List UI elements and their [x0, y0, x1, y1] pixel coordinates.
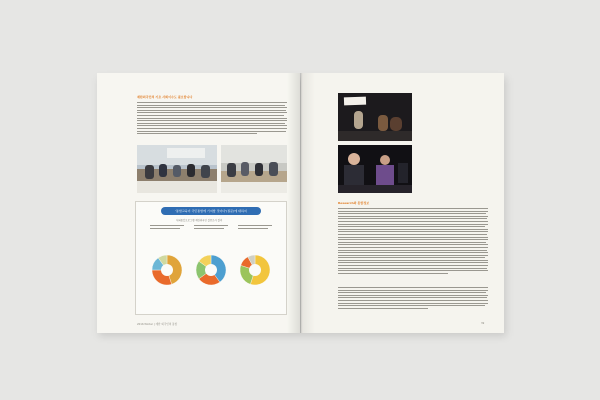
pie-center — [161, 264, 173, 276]
pie-center — [249, 264, 261, 276]
left-heading: 재한외국인의 기초 사회이수도 필요합니다 — [137, 95, 193, 99]
survey-infobox — [135, 201, 287, 315]
right-paragraph-2 — [338, 287, 488, 310]
magazine-spread — [97, 73, 504, 333]
pie-charts — [136, 202, 286, 314]
concert-photo-top — [338, 93, 412, 141]
pie-center — [205, 264, 217, 276]
infobox-subtitle: 사회통합프로그램 재한외국인 설문조사 결과 — [176, 219, 223, 222]
meeting-photo-right — [221, 145, 287, 193]
concert-photo-bottom — [338, 145, 412, 193]
right-heading: Research와 통합정보 — [338, 201, 370, 205]
right-paragraph-1 — [338, 208, 488, 275]
left-paragraph — [137, 102, 287, 136]
right-page — [301, 73, 504, 333]
infobox-title: '통합교육이 국민통합에 기여할 것이다'(질문)에 대하여 — [161, 207, 261, 215]
right-footer: 39 — [481, 322, 485, 325]
left-footer: 2016 Winter | 재한 외국인의 통합 — [137, 323, 178, 326]
meeting-photo-left — [137, 145, 217, 193]
left-page — [97, 73, 300, 333]
